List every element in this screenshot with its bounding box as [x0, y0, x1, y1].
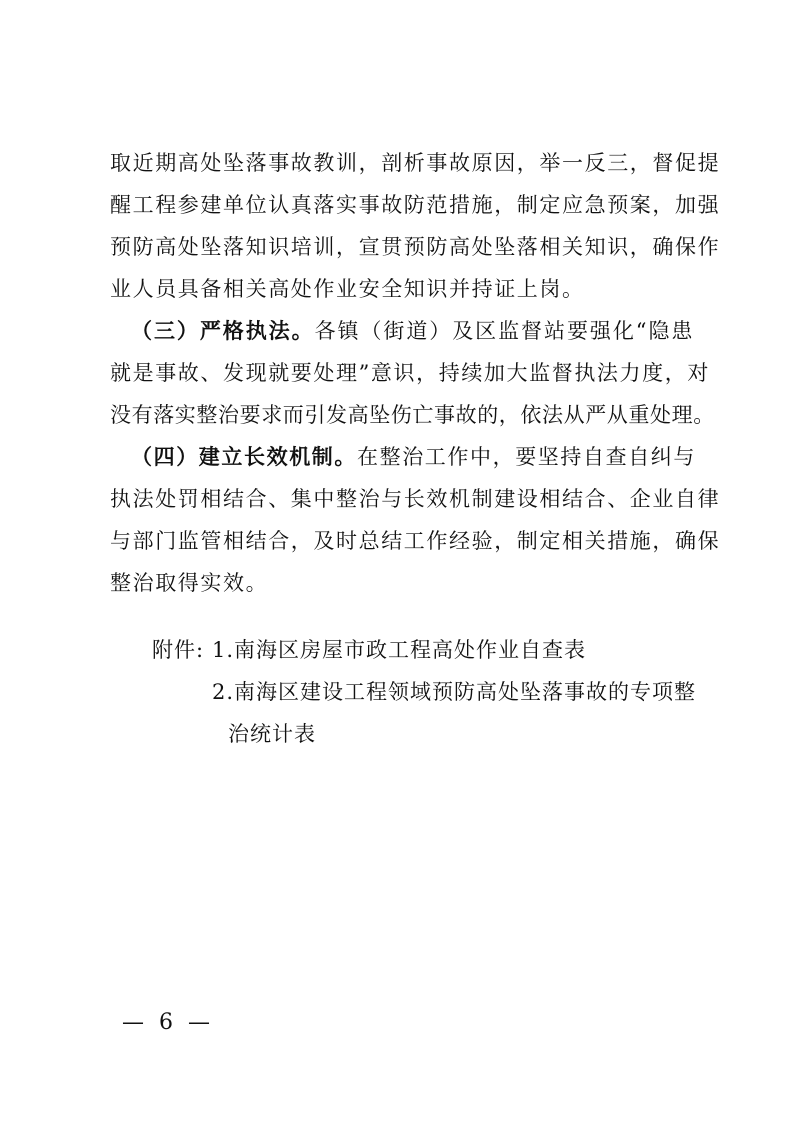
paragraph-3-line-4: 整治取得实效。: [110, 571, 269, 595]
paragraph-2-line-3: 没有落实整治要求而引发高坠伤亡事故的，依法从严从重处理。: [110, 403, 715, 427]
paragraph-1-line-4: 业人员具备相关高处作业安全知识并持证上岗。: [110, 277, 585, 301]
paragraph-2-line-1: [110, 310, 694, 352]
paragraph-3-text: 在整治工作中，要坚持自查自纠与: [357, 445, 696, 469]
paragraph-2-line-2: 就是事故、发现就要处理”意识，持续加大监督执法力度，对: [110, 361, 710, 385]
attachments-label: 附件:: [152, 638, 205, 662]
paragraph-1-line-2: 醒工程参建单位认真落实事故防范措施，制定应急预案，加强: [110, 193, 721, 217]
page-number: — 6 —: [122, 1010, 214, 1035]
attachment-item-2: 2.南海区建设工程领域预防高处坠落事故的专项整: [212, 680, 697, 704]
attachment-item-2-continuation: 治统计表: [228, 722, 316, 746]
paragraph-2-text: 各镇（街道）及区监督站要强化“隐患: [314, 319, 694, 343]
attachments-list: [152, 629, 712, 755]
paragraph-3-line-2: 执法处罚相结合、集中整治与长效机制建设相结合、企业自律: [110, 487, 721, 511]
attachment-item-1: 1.南海区房屋市政工程高处作业自查表: [212, 638, 587, 662]
section-heading-long-term-mechanism: （四）建立长效机制。: [131, 445, 357, 469]
paragraph-3-line-1: [110, 436, 694, 478]
paragraph-1-line-3: 预防高处坠落知识培训，宣贯预防高处坠落相关知识，确保作: [110, 235, 721, 259]
section-heading-enforcement: （三）严格执法。: [131, 319, 315, 343]
attachment-row-2-continued: [152, 713, 712, 755]
paragraph-1-line-1: 取近期高处坠落事故教训，剖析事故原因，举一反三，督促提: [110, 151, 721, 175]
attachment-row-2: [152, 671, 712, 713]
body-text: [110, 142, 721, 604]
paragraph-3-line-3: 与部门监管相结合，及时总结工作经验，制定相关措施，确保: [110, 529, 721, 553]
attachment-row-1: [152, 629, 712, 671]
